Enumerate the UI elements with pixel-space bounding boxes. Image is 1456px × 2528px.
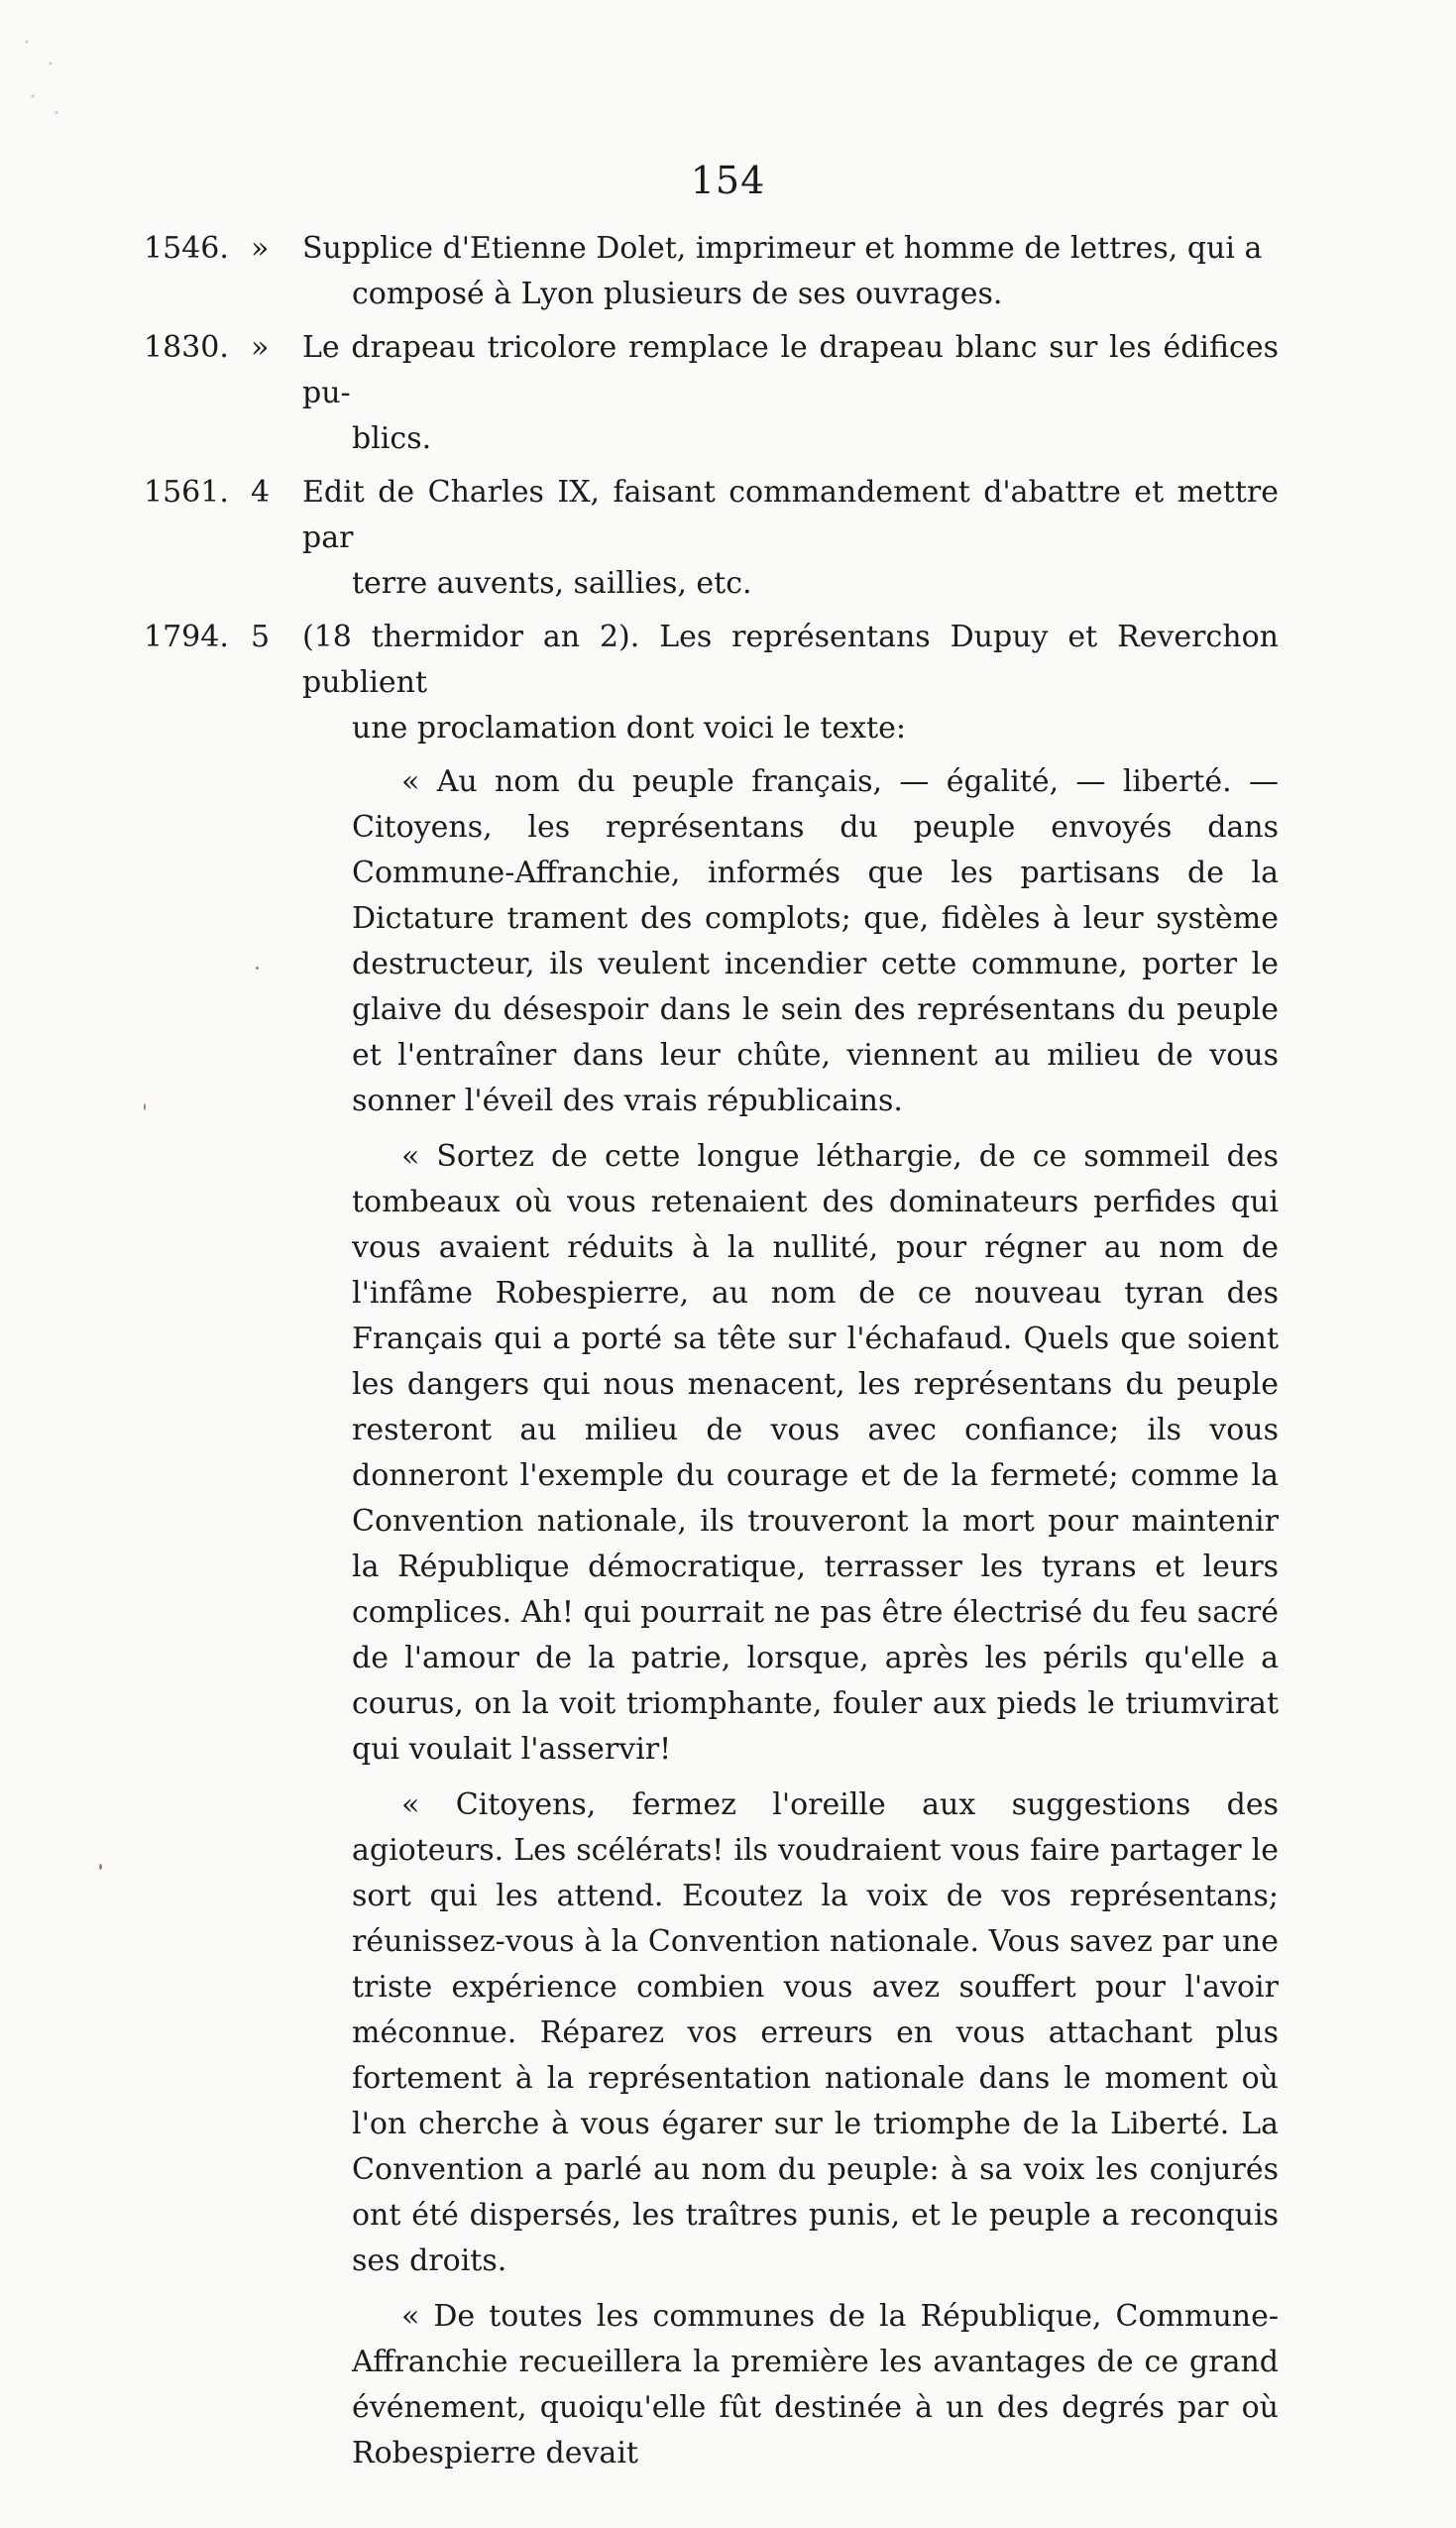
chronology-entry xyxy=(144,615,1279,751)
entry-text xyxy=(302,470,1279,607)
entry-day: » xyxy=(251,330,270,365)
entry-line: composé à Lyon plusieurs de ses ouvrages. xyxy=(352,277,1003,311)
entry-line: Supplice d'Etienne Dolet, imprimeur et homme de lettres, qui a xyxy=(302,231,1263,266)
entry-text xyxy=(302,615,1279,751)
proclamation-paragraph: « Sortez de cette longue léthargie, de ce sommeil des tombeaux où vous retenaient des dominateurs perfides qui vous avaient réduits à la nullité, pour régner au nom de l'infâme Robespierre, au nom de ce nouveau tyran des Français qui a porté sa tête sur l'échafaud. Quels que soient les dangers qui nous menacent, les représentans du peuple resteront au milieu de vous avec confiance; ils vous donneront l'exemple du courage et de la fermeté; comme la Convention nationale, ils trouveront la mort pour maintenir la République démocratique, terrasser les tyrans et leurs complices. Ah! qui pourrait ne pas être électrisé du feu sacré de l'amour de la patrie, lorsque, après les périls qu'elle a courus, on la voit triomphante, fouler aux pieds le triumvirat qui voulait l'asservir! xyxy=(352,1139,1279,1767)
chronology-entry xyxy=(144,470,1279,607)
proclamation-paragraph: « Citoyens, fermez l'oreille aux suggestions des agioteurs. Les scélérats! ils voudraient vous faire partager le sort qui les attend. Ecoutez la voix de vos représentans; réunissez-vous à la Convention nationale. Vous savez par une triste expérience combien vous avez souffert pour l'avoir méconnue. Réparez vos erreurs en vous attachant plus fortement à la représentation nationale dans le moment où l'on cherche à vous égarer sur le triomphe de la Liberté. La Convention a parlé au nom du peuple: à sa voix les conjurés ont été dispersés, les traîtres punis, et le peuple a reconquis ses droits. xyxy=(352,1787,1279,2278)
entry-line: terre auvents, saillies, etc. xyxy=(352,566,752,601)
entry-day: » xyxy=(251,231,270,266)
proclamation-paragraph: « De toutes les communes de la République, Commune-Affranchie recueillera la première les avantages de ce grand événement, quoiqu'elle fût destinée à un des degrés par où Robespierre devait xyxy=(352,2299,1279,2471)
entry-year: 1546. xyxy=(144,231,229,266)
page-number: 154 xyxy=(690,159,766,202)
entry-line: blics. xyxy=(352,421,432,456)
proclamation-paragraph: « Au nom du peuple français, — égalité, — liberté. — Citoyens, les représentans du peuple envoyés dans Commune-Affranchie, informés que les partisans de la Dictature trament des complots; que, fidèles à leur système destructeur, ils veulent incendier cette commune, porter le glaive du désespoir dans le sein des représentans du peuple et l'entraîner dans leur chûte, viennent au milieu de vous sonner l'éveil des vrais républicains. xyxy=(352,764,1279,1118)
entry-text xyxy=(302,226,1279,317)
chronology-entry xyxy=(144,226,1279,317)
entry-line: une proclamation dont voici le texte: xyxy=(352,711,906,746)
page-text xyxy=(144,226,1279,2486)
entry-text xyxy=(302,325,1279,462)
scan-noise xyxy=(15,20,74,129)
entry-day: 5 xyxy=(251,620,271,654)
entry-year: 1561. xyxy=(144,475,229,510)
entry-line: Edit de Charles IX, faisant commandement d'abattre et mettre par xyxy=(302,475,1279,555)
entry-year: 1794. xyxy=(144,620,229,654)
entry-line: Le drapeau tricolore remplace le drapeau blanc sur les édifices pu- xyxy=(302,330,1279,410)
proclamation-text xyxy=(144,759,1279,2476)
entry-day: 4 xyxy=(251,475,271,510)
chronology-entry xyxy=(144,325,1279,462)
scan-speck xyxy=(99,1864,102,1870)
entry-year: 1830. xyxy=(144,330,229,365)
entry-line: (18 thermidor an 2). Les représentans Dupuy et Reverchon publient xyxy=(302,620,1279,700)
